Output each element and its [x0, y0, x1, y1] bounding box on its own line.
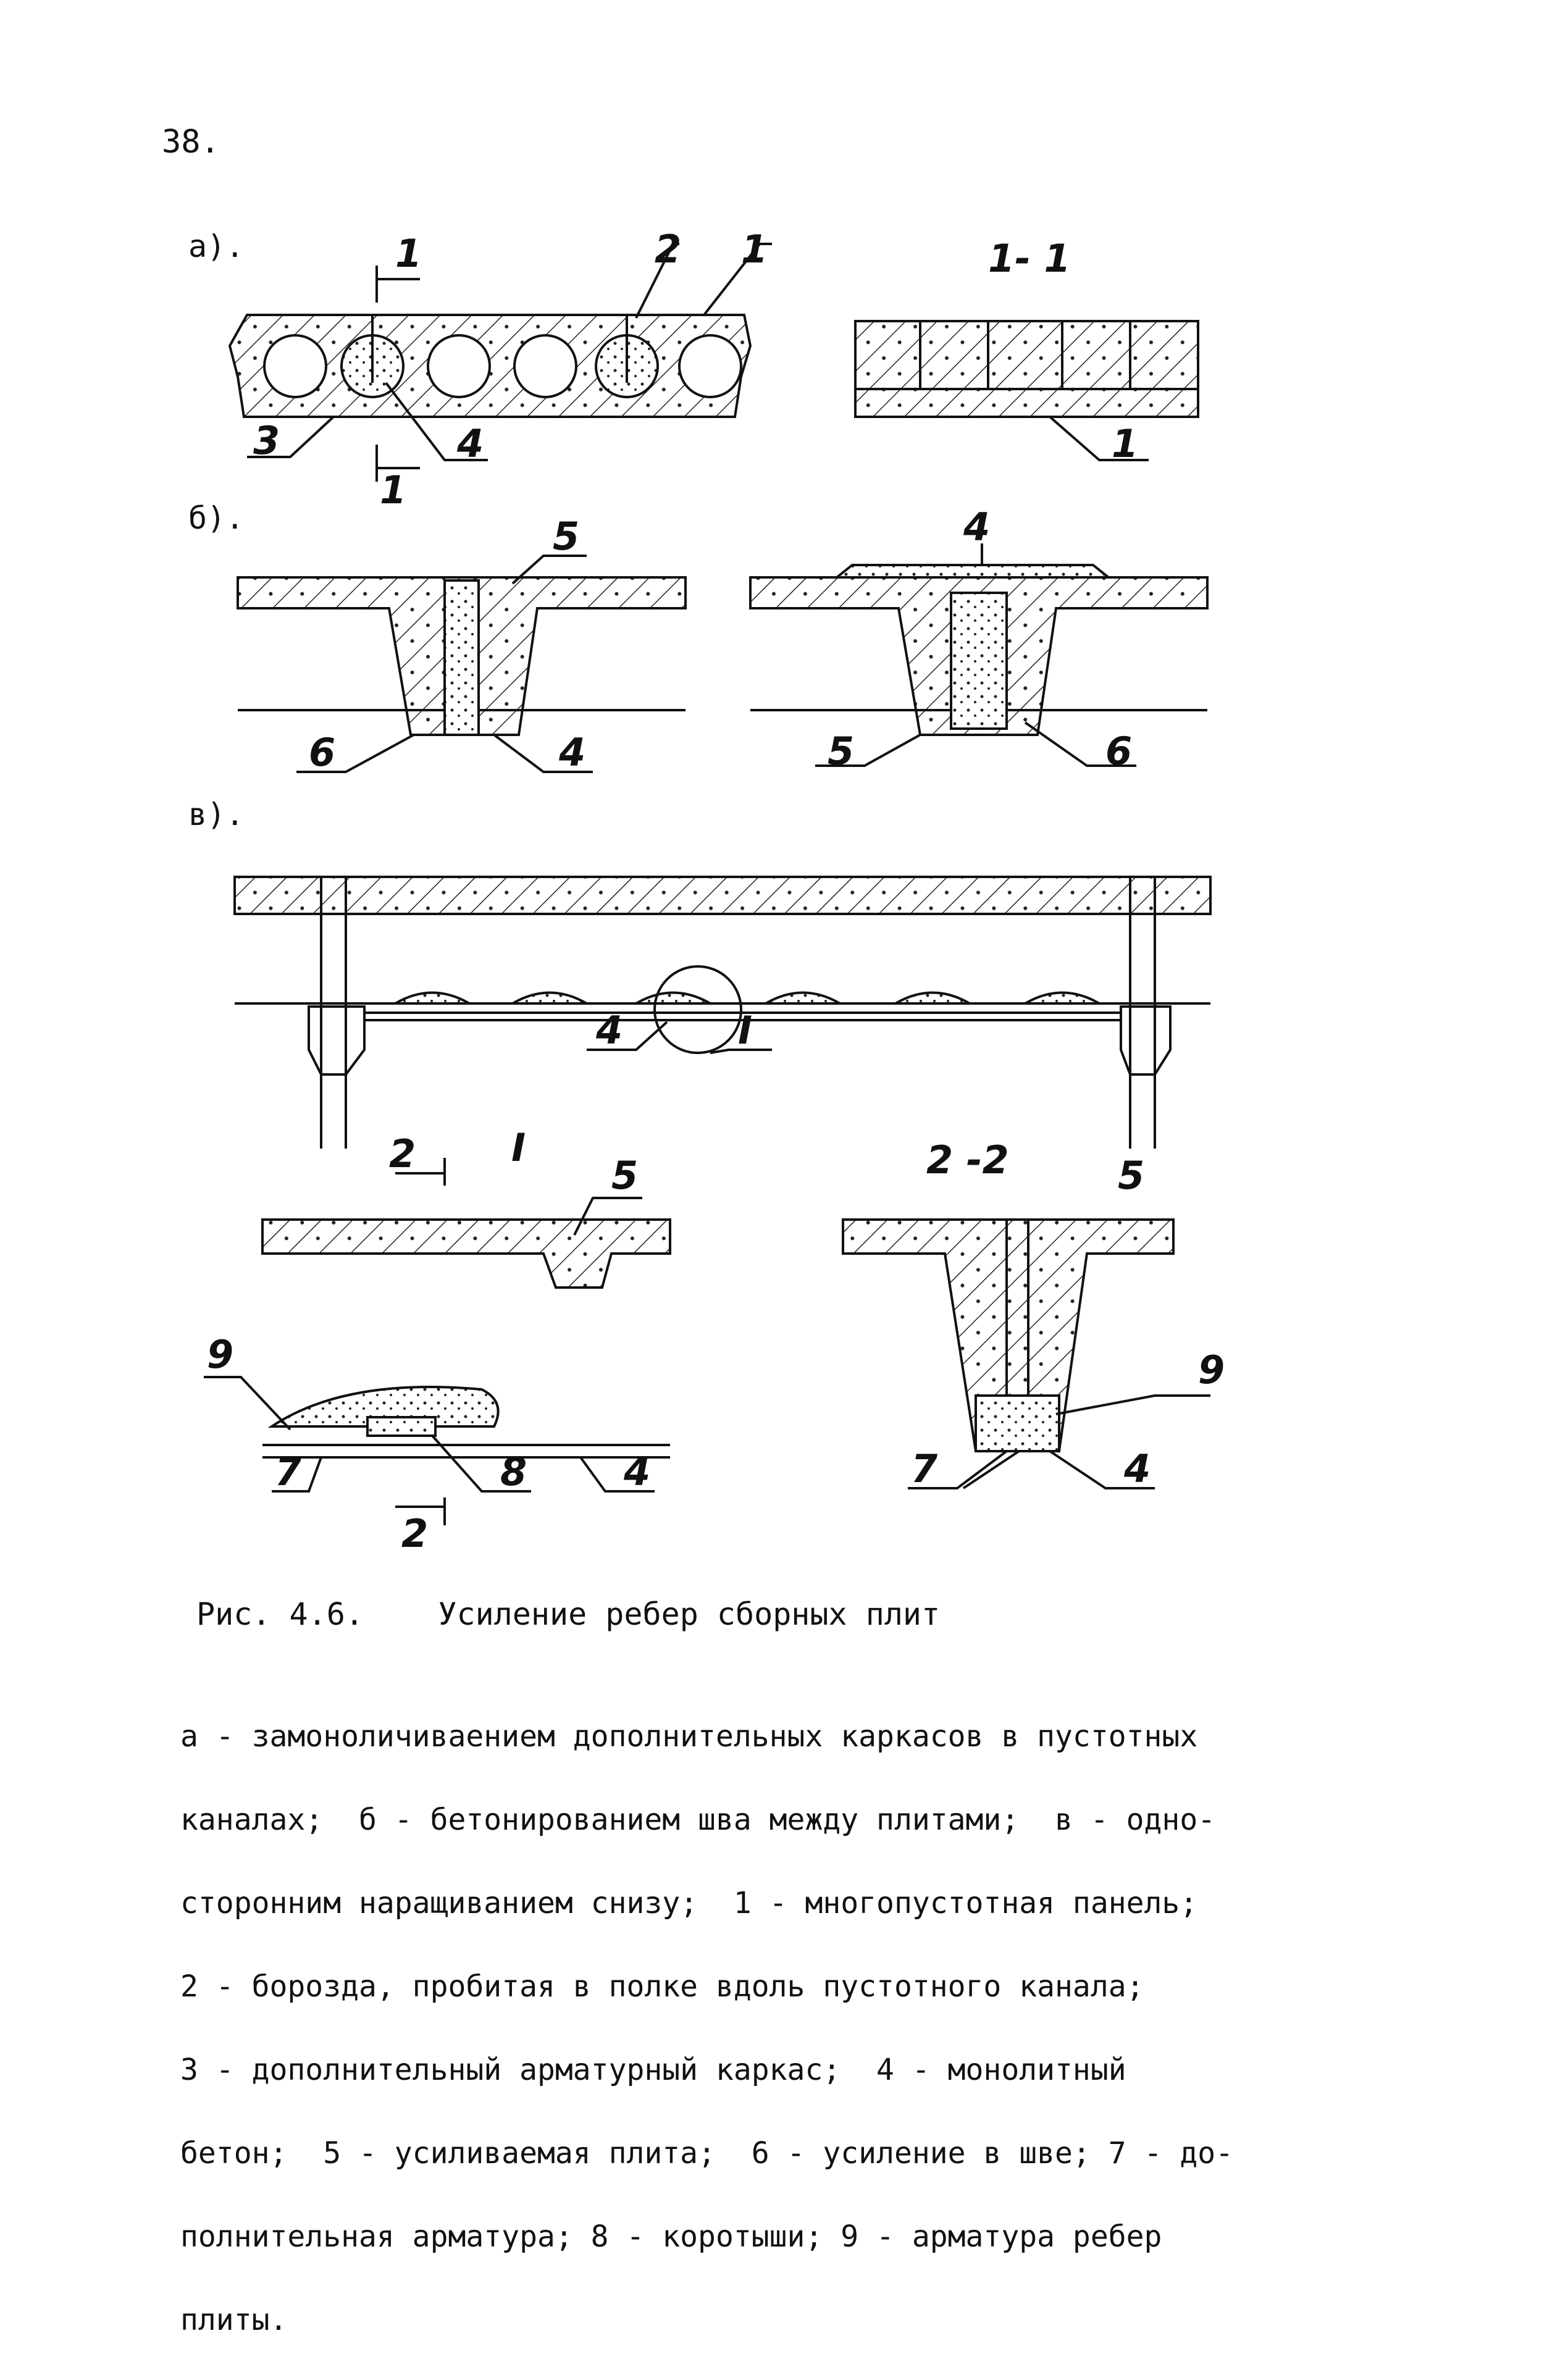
figure-legend: [180, 1667, 1233, 2362]
legend-line: бетон; 5 - усиливаемая плита; 6 - усиление в шве; 7 - до-: [180, 2136, 1234, 2171]
sub-label-b: б).: [188, 500, 245, 536]
detail-callout-4: 4: [624, 1449, 651, 1494]
callout-b-6: 6: [309, 730, 336, 775]
panel-a-section: [230, 244, 772, 482]
callout-b-5: 5: [553, 514, 580, 559]
caption-prefix: Рис. 4.6.: [196, 1596, 364, 1632]
detail-I-marker: [655, 966, 741, 1053]
legend-line: плиты.: [180, 2303, 288, 2337]
detail-section-mark-bottom: 2: [401, 1511, 429, 1556]
callout-section-1: 1: [1112, 421, 1139, 466]
callout-a-section-bottom: 1: [380, 467, 407, 513]
callout-b-right-6: 6: [1105, 729, 1133, 774]
callout-a-2: 2: [655, 227, 682, 272]
callout-a-4: 4: [457, 421, 484, 466]
callout-b-right-4: 4: [963, 505, 991, 550]
section-2-2-callout-7: 7: [911, 1446, 938, 1491]
void-3: [428, 335, 490, 397]
void-4: [514, 335, 576, 397]
caption-title: Усиление ребер сборных плит: [438, 1596, 941, 1632]
callout-c-I: I: [738, 1008, 753, 1053]
callout-b-4: 4: [559, 730, 586, 775]
detail-callout-8: 8: [500, 1449, 527, 1494]
legend-line: а - замоноличиваением дополнительных каркасов в пустотных: [180, 1719, 1198, 1754]
detail-callout-9: 9: [207, 1332, 234, 1377]
section-1-1: [855, 321, 1198, 460]
detail-callout-5: 5: [611, 1153, 639, 1198]
section-2-2-title: 2 -2: [926, 1137, 1009, 1183]
panel-b-left: [238, 556, 685, 772]
legend-line: полнительная арматура; 8 - коротыши; 9 - арматура ребер: [180, 2219, 1162, 2254]
detail-section-mark-top: 2: [389, 1131, 416, 1176]
panel-c: [235, 877, 1210, 1149]
panel-b-right: [750, 543, 1207, 766]
section-2-2-callout-4: 4: [1124, 1446, 1151, 1491]
legend-line: 3 - дополнительный арматурный каркас; 4 - монолитный: [180, 2053, 1126, 2087]
detail-callout-7: 7: [275, 1449, 302, 1494]
section-2-2-callout-5: 5: [1118, 1153, 1145, 1198]
sub-label-c: в).: [188, 797, 245, 832]
section-2-2-callout-9: 9: [1198, 1347, 1225, 1392]
callout-a-section-top: 1: [395, 231, 422, 276]
callout-c-4: 4: [596, 1008, 623, 1053]
callout-a-1: 1: [741, 227, 768, 272]
legend-line: сторонним наращиванием снизу; 1 - многопустотная панель;: [180, 1886, 1198, 1920]
sub-label-a: а).: [188, 228, 245, 264]
legend-line: каналах; б - бетонированием шва между плитами; в - одно-: [180, 1803, 1216, 1837]
section-2-2: [843, 1220, 1210, 1488]
figure-caption: [196, 1596, 940, 1632]
legend-line: 2 - борозда, пробитая в полке вдоль пустотного канала;: [180, 1969, 1144, 2004]
callout-a-3: 3: [253, 418, 280, 463]
callout-b-right-5: 5: [828, 729, 855, 774]
void-1: [264, 335, 326, 397]
section-1-1-title: 1- 1: [988, 236, 1071, 281]
detail-title-I: I: [511, 1125, 526, 1170]
detail-I: [204, 1158, 670, 1525]
void-6: [679, 335, 741, 397]
page-number: 38.: [162, 124, 220, 161]
